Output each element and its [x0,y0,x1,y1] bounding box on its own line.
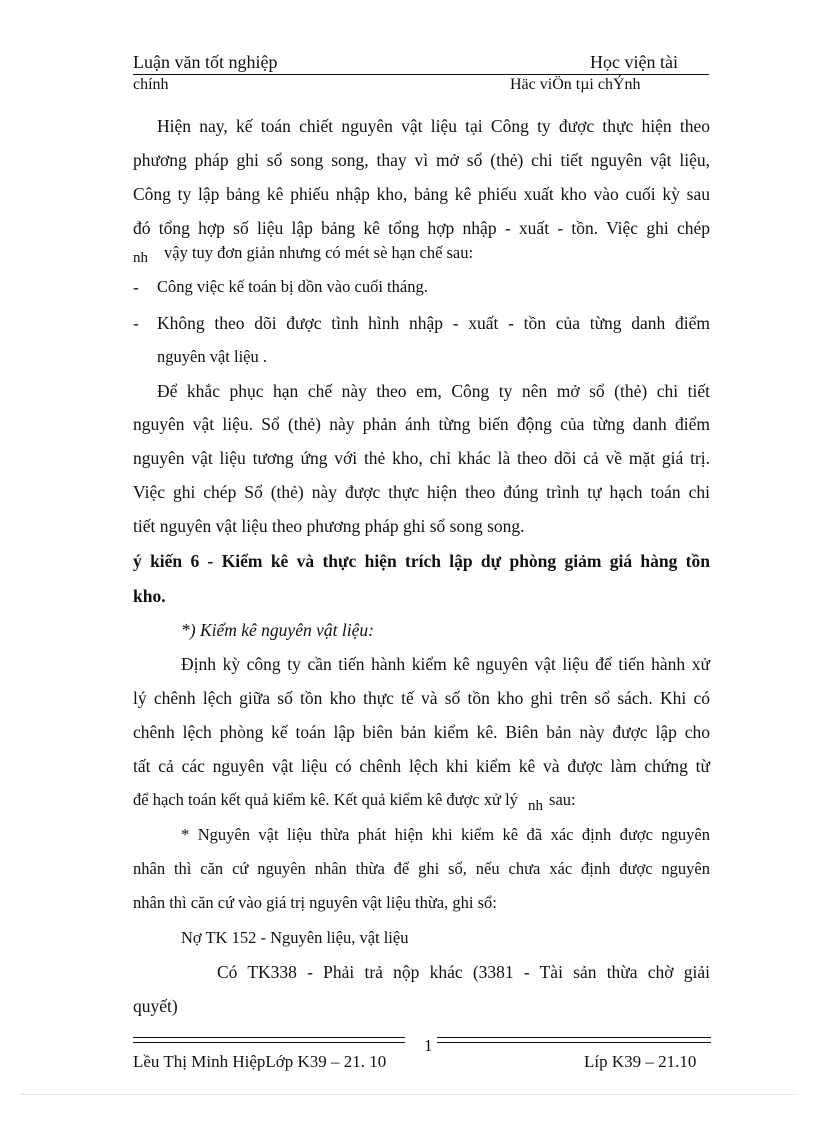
p1-line-5: vậy tuy đơn giản nhưng có mét sè hạn chế sau: [164,243,474,262]
subheading-inventory: *) Kiểm kê nguyên vật liệu: [181,620,374,640]
entry-no: Nợ TK 152 - Nguyên liệu, vật liệu [181,928,409,947]
footer-rule-left [133,1037,405,1043]
p1-line-2: phương pháp ghi sổ song song, thay vì mở sổ (thẻ) chi tiết nguyên vật liệu, [133,150,710,170]
bullet-dash-1: - [133,277,139,297]
p3-line-5-b: nh [528,798,544,814]
p3-line-1: Định kỳ công ty cần tiến hành kiểm kê nguyên vật liệu để tiến hành xử [181,654,710,674]
p2-line-5: tiết nguyên vật liệu theo phương pháp ghi sổ song song. [133,516,525,536]
header-left-wrap: chính [133,76,169,93]
p3-line-5-a: để hạch toán kết quả kiểm kê. Kết quả kiểm kê được xử lý [133,790,518,809]
heading-6-line-2: kho. [133,586,166,606]
bullet-dash-2: - [133,313,139,333]
heading-6-line-1 [133,551,710,572]
p1-line-3: Công ty lập bảng kê phiếu nhập kho, bảng kê phiếu xuất kho vào cuối kỳ sau [133,184,710,204]
footer-rule-right [437,1037,711,1043]
p1-line-5-prefix: nh [133,250,148,266]
p1-line-4: đó tổng hợp số liệu lập bảng kê tổng hợp nhập - xuất - tồn. Việc ghi chép [133,218,710,238]
heading-6-prefix: ý kiến 6 - [133,551,222,571]
p4-line-3: nhân thì căn cứ vào giá trị nguyên vật liệu thừa, ghi sổ: [133,893,497,912]
p4-line-1: * Nguyên vật liệu thừa phát hiện khi kiểm kê đã xác định được nguyên [181,825,710,844]
footer-right: Líp K39 – 21.10 [584,1052,697,1071]
page-number: 1 [424,1036,433,1055]
header-rule [133,74,709,75]
bullet-2-line-1: Không theo dõi được tình hình nhập - xuất - tồn của từng danh điểm [157,313,710,333]
bullet-1: Công việc kế toán bị dồn vào cuối tháng. [157,277,428,296]
p2-line-4: Việc ghi chép Sổ (thẻ) này được thực hiện theo đúng trình tự hạch toán chi [133,482,710,502]
page-bottom-dotted-rule [20,1094,796,1095]
entry-co-line-1: Có TK338 - Phải trả nộp khác (3381 - Tài sản thừa chờ giải [217,962,710,982]
header-left: Luận văn tốt nghiệp [133,52,278,72]
bullet-2-line-2: nguyên vật liệu . [157,347,267,366]
p2-line-2: nguyên vật liệu. Sổ (thẻ) này phản ánh từng biến động của từng danh điểm [133,414,710,434]
footer-left: Lều Thị Minh HiệpLớp K39 – 21. 10 [133,1052,387,1071]
p2-line-3: nguyên vật liệu tương ứng với thẻ kho, chỉ khác là theo dõi cả về mặt giá trị. [133,448,710,468]
header-right-wrap: Häc viÖn tµi chÝnh [510,76,641,93]
p4-line-2: nhân thì căn cứ nguyên nhân thừa để ghi sổ, nếu chưa xác định được nguyên [133,859,710,878]
entry-co-line-2: quyết) [133,996,178,1016]
p3-line-4: tất cả các nguyên vật liệu có chênh lệch khi kiểm kê và được làm chứng từ [133,756,710,776]
p3-line-3: chênh lệch phòng kế toán lập biên bản kiểm kê. Biên bản này được lập cho [133,722,710,742]
p3-line-5-c: sau: [549,790,576,809]
header-right: Học viện tài [590,52,678,72]
p3-line-2: lý chênh lệch giữa số tồn kho thực tế và số tồn kho ghi trên sổ sách. Khi có [133,688,710,708]
heading-6-title: Kiểm kê và thực hiện trích lập dự phòng giảm giá hàng tồn [221,551,710,571]
p2-line-1: Để khắc phục hạn chế này theo em, Công ty nên mở sổ (thẻ) chi tiết [157,381,710,401]
p3-line-5 [133,790,710,814]
p1-line-1: Hiện nay, kế toán chiết nguyên vật liệu tại Công ty được thực hiện theo [157,116,710,136]
